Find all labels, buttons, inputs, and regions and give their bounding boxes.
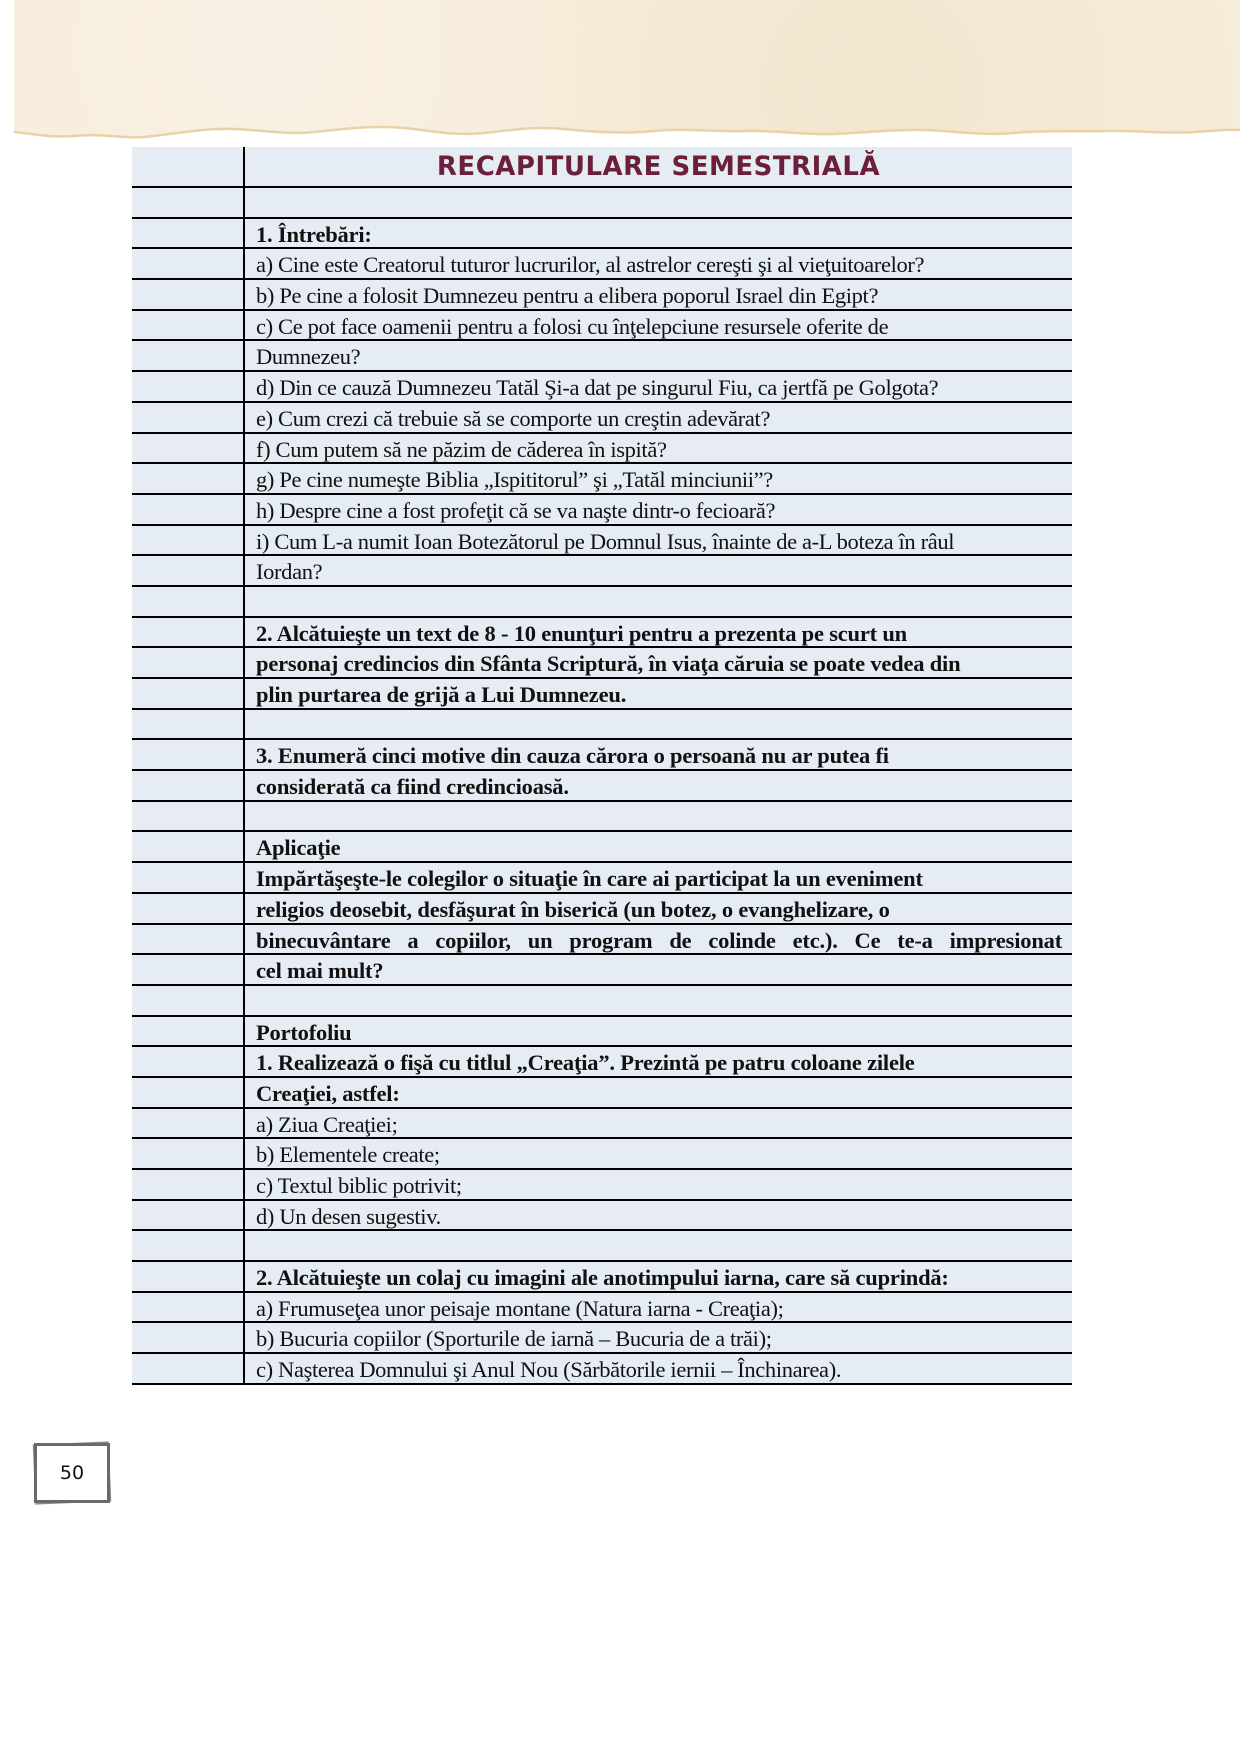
row-text — [256, 710, 1062, 739]
torn-paper-header — [14, 0, 1240, 150]
row-text: e) Cum crezi că trebuie să se comporte un creştin adevărat? — [256, 405, 771, 431]
torn-edge-decoration — [14, 120, 1240, 150]
table-row — [132, 894, 1072, 925]
row-text — [256, 1231, 1062, 1260]
table-row — [132, 249, 1072, 280]
table-body — [132, 188, 1072, 1385]
table-row — [132, 280, 1072, 311]
row-text — [256, 986, 1062, 1015]
page-number: 50 — [59, 1462, 85, 1484]
table-row — [132, 1201, 1072, 1232]
table-row — [132, 955, 1072, 986]
table-row — [132, 1293, 1072, 1324]
page-title: RECAPITULARE SEMESTRIALĂ — [436, 151, 881, 183]
row-text-bold: 3. Enumeră cinci motive din cauza cărora o persoană nu ar putea fi — [256, 743, 889, 769]
table-row-empty — [132, 1231, 1072, 1262]
table-row-empty — [132, 710, 1072, 741]
row-text-bold: considerată ca fiind credincioasă. — [256, 774, 569, 800]
row-text: b) Bucuria copiilor (Sporturile de iarnă – Bucuria de a trăi); — [256, 1326, 772, 1352]
table-row — [132, 1170, 1072, 1201]
table-row — [132, 403, 1072, 434]
table-row — [132, 863, 1072, 894]
table-row — [132, 434, 1072, 465]
table-row — [132, 1109, 1072, 1140]
row-text: g) Pe cine numeşte Biblia „Ispititorul” şi „Tatăl minciunii”? — [256, 467, 773, 493]
row-text: b) Pe cine a folosit Dumnezeu pentru a elibera poporul Israel din Egipt? — [256, 283, 879, 309]
table-row — [132, 925, 1072, 956]
row-text-bold: 2. Alcătuieşte un text de 8 - 10 enunţuri pentru a prezenta pe scurt un — [256, 620, 907, 646]
recap-table — [132, 147, 1072, 1385]
table-row — [132, 1354, 1072, 1385]
row-text: d) Din ce cauză Dumnezeu Tatăl Şi-a dat pe singurul Fiu, ca jertfă pe Golgota? — [256, 375, 939, 401]
table-row — [132, 740, 1072, 771]
table-row — [132, 618, 1072, 649]
page-number-badge — [34, 1443, 110, 1503]
row-text-bold: Impărtăşeşte-le colegilor o situaţie în care ai participat la un eveniment — [256, 866, 923, 892]
table-row — [132, 1078, 1072, 1109]
row-text: Iordan? — [256, 559, 323, 585]
row-text-bold: religios deosebit, desfăşurat în biserică (un botez, o evanghelizare, o — [256, 896, 890, 922]
table-row — [132, 1017, 1072, 1048]
row-text-bold: plin purtarea de grijă a Lui Dumnezeu. — [256, 682, 627, 707]
row-text: a) Frumuseţea unor peisaje montane (Natura iarna - Creaţia); — [256, 1295, 784, 1321]
table-row — [132, 495, 1072, 526]
row-text: f) Cum putem să ne păzim de căderea în ispită? — [256, 436, 667, 462]
table-row — [132, 311, 1072, 342]
row-text-bold: 1. Întrebări: — [256, 221, 372, 247]
table-row — [132, 464, 1072, 495]
row-text-bold: personaj credincios din Sfânta Scriptură, în viaţa căruia se poate vedea din — [256, 651, 961, 677]
row-text: a) Ziua Creaţiei; — [256, 1111, 398, 1137]
row-text: c) Naşterea Domnului şi Anul Nou (Sărbătorile iernii – Închinarea). — [256, 1357, 842, 1383]
table-row — [132, 526, 1072, 557]
row-text: i) Cum L-a numit Ioan Botezătorul pe Domnul Isus, înainte de a-L boteza în râul — [256, 528, 955, 554]
table-row — [132, 219, 1072, 250]
row-text — [256, 587, 1062, 616]
row-text: h) Despre cine a fost profeţit că se va naşte dintr-o fecioară? — [256, 497, 776, 523]
table-row — [132, 1323, 1072, 1354]
table-row-empty — [132, 587, 1072, 618]
title-row — [132, 147, 1072, 188]
table-row — [132, 341, 1072, 372]
row-text-bold: Portofoliu — [256, 1019, 352, 1045]
table-row — [132, 832, 1072, 863]
row-text — [256, 188, 1062, 217]
row-text-bold: 2. Alcătuieşte un colaj cu imagini ale anotimpului iarna, care să cuprindă: — [256, 1265, 949, 1291]
row-text: b) Elementele create; — [256, 1142, 440, 1168]
row-text: d) Un desen sugestiv. — [256, 1203, 441, 1229]
table-row-empty — [132, 986, 1072, 1017]
row-text-bold: cel mai mult? — [256, 958, 384, 984]
table-row-empty — [132, 802, 1072, 833]
table-row-empty — [132, 188, 1072, 219]
row-text: Dumnezeu? — [256, 344, 361, 370]
table-row — [132, 556, 1072, 587]
table-row — [132, 1047, 1072, 1078]
row-text — [256, 802, 1062, 831]
table-row — [132, 648, 1072, 679]
table-row — [132, 1139, 1072, 1170]
table-row — [132, 771, 1072, 802]
table-row — [132, 679, 1072, 710]
table-row — [132, 1262, 1072, 1293]
row-text: c) Textul biblic potrivit; — [256, 1173, 462, 1198]
row-text-bold: Creaţiei, astfel: — [256, 1080, 400, 1106]
row-text: c) Ce pot face oamenii pentru a folosi cu înţelepciune resursele oferite de — [256, 313, 889, 339]
row-text: a) Cine este Creatorul tuturor lucrurilor, al astrelor cereşti şi al vieţuitoarelor? — [256, 252, 925, 278]
row-text-bold: 1. Realizează o fişă cu titlul „Creaţia”. Prezintă pe patru coloane zilele — [256, 1050, 915, 1076]
row-text-bold: binecuvântare a copiilor, un program de colinde etc.). Ce te-a impresionat — [256, 927, 1062, 953]
row-text-bold: Aplicaţie — [256, 835, 341, 861]
table-row — [132, 372, 1072, 403]
